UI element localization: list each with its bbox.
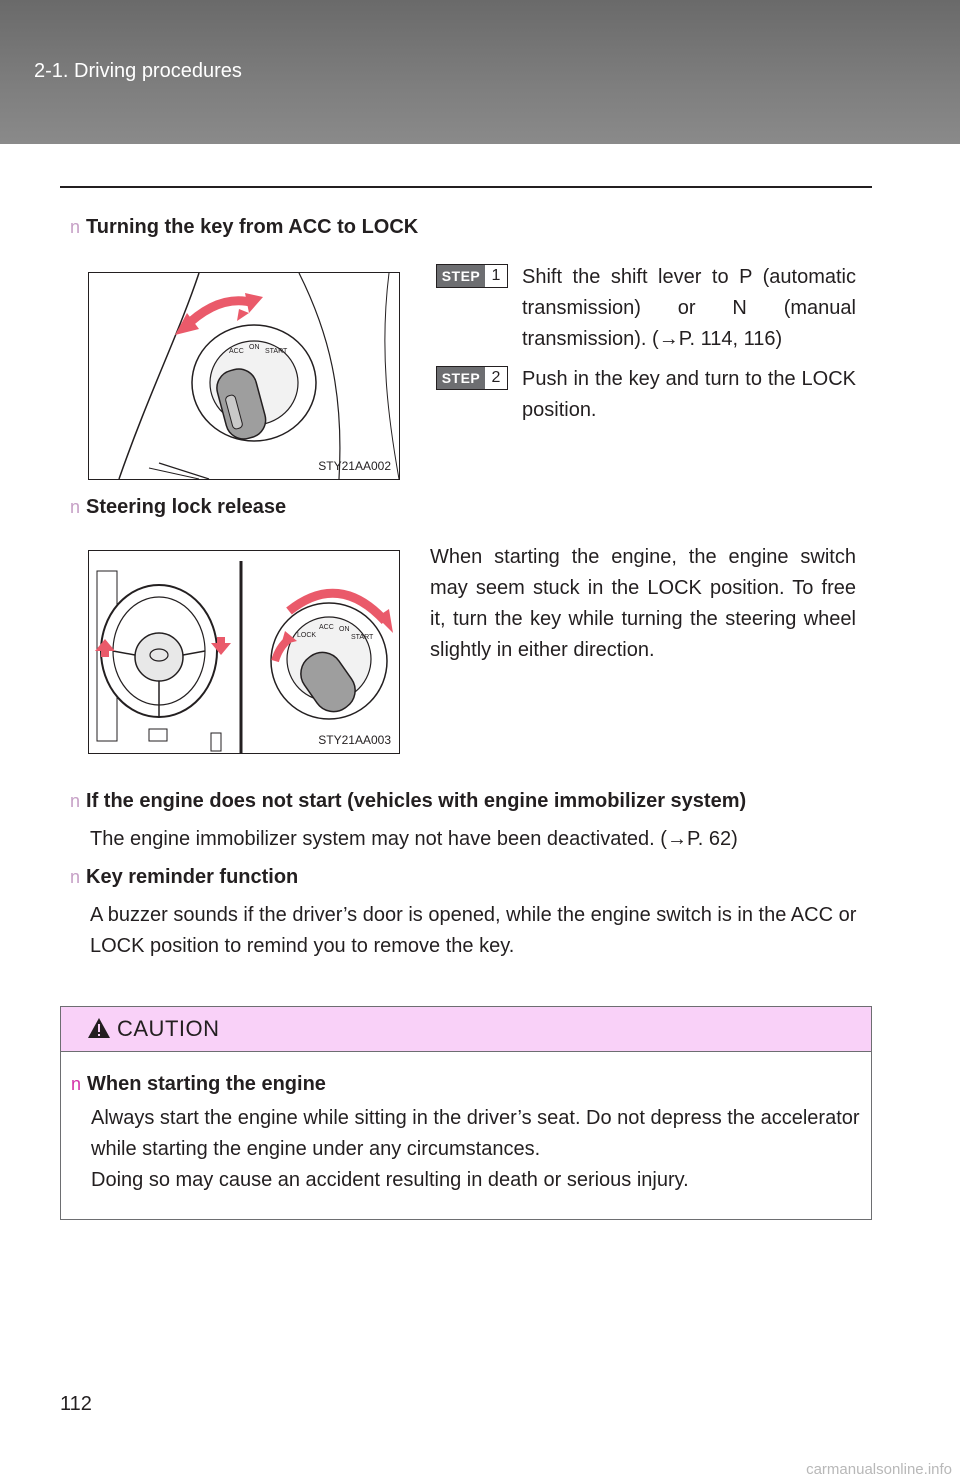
top-rule <box>60 186 872 188</box>
heading-steering <box>70 496 286 519</box>
figure-code: STY21AA003 <box>318 733 391 747</box>
key-reminder-body: A buzzer sounds if the driver’s door is opened, while the engine switch is in the ACC or LOCK position to remind you to remove the key. <box>90 904 857 957</box>
caution-heading-text: When starting the engine <box>87 1073 326 1095</box>
step-1-text: Shift the shift lever to P (automatic transmission) or N (manual transmission). (→P. 114, 116) <box>522 266 856 350</box>
switch-label-on: ON <box>249 344 260 351</box>
bullet-marker: n <box>70 217 81 237</box>
switch-label-on: ON <box>339 626 350 633</box>
switch-label-start: START <box>351 634 374 641</box>
switch-label-acc: ACC <box>229 348 244 355</box>
heading-turning-text: Turning the key from ACC to LOCK <box>86 216 419 238</box>
heading-turning <box>70 216 418 239</box>
caution-body: Always start the engine while sitting in the driver’s seat. Do not depress the accelerator while starting the engine under any circumstances. Doing so may cause an accident resulting in death or serious injury. <box>91 1107 860 1191</box>
caution-box <box>60 1006 872 1220</box>
bullet-marker: n <box>70 867 81 887</box>
section-title: 2-1. Driving procedures <box>34 60 242 82</box>
step-word: STEP <box>437 367 485 389</box>
step-number: 1 <box>485 265 507 287</box>
caution-heading <box>71 1073 326 1096</box>
step-word: STEP <box>437 265 485 287</box>
steering-illustration <box>89 551 399 753</box>
switch-label-lock: LOCK <box>297 632 317 639</box>
page-header-band <box>0 0 960 144</box>
bullet-marker: n <box>70 497 81 517</box>
immobilizer-body: The engine immobilizer system may not have been deactivated. (→P. 62) <box>90 828 738 850</box>
steering-lock-text: When starting the engine, the engine switch may seem stuck in the LOCK position. To free it, turn the key while turning the steering wheel slightly in either direction. <box>430 546 856 661</box>
bullet-marker: n <box>71 1074 82 1094</box>
figure-key-acc-to-lock <box>88 272 400 480</box>
heading-key-reminder-text: Key reminder function <box>86 866 299 888</box>
heading-immobilizer <box>70 790 746 813</box>
watermark: carmanualsonline.info <box>806 1461 952 1478</box>
step-1 <box>436 262 856 354</box>
page-number: 112 <box>60 1393 92 1415</box>
step-badge-2 <box>436 366 508 390</box>
ignition-illustration <box>89 273 399 479</box>
step-number: 2 <box>485 367 507 389</box>
step-2 <box>436 364 856 426</box>
step-badge-1 <box>436 264 508 288</box>
caution-header <box>61 1007 871 1052</box>
switch-label-start: START <box>265 348 288 355</box>
figure-steering-lock <box>88 550 400 754</box>
switch-label-acc: ACC <box>319 624 334 631</box>
step-2-text: Push in the key and turn to the LOCK position. <box>522 368 856 421</box>
caution-title: CAUTION <box>117 1016 220 1041</box>
bullet-marker: n <box>70 791 81 811</box>
heading-steering-text: Steering lock release <box>86 496 287 518</box>
heading-immobilizer-text: If the engine does not start (vehicles with engine immobilizer system) <box>86 790 747 812</box>
heading-key-reminder <box>70 866 298 889</box>
figure-code: STY21AA002 <box>318 459 391 473</box>
warning-triangle-icon <box>87 1017 111 1039</box>
